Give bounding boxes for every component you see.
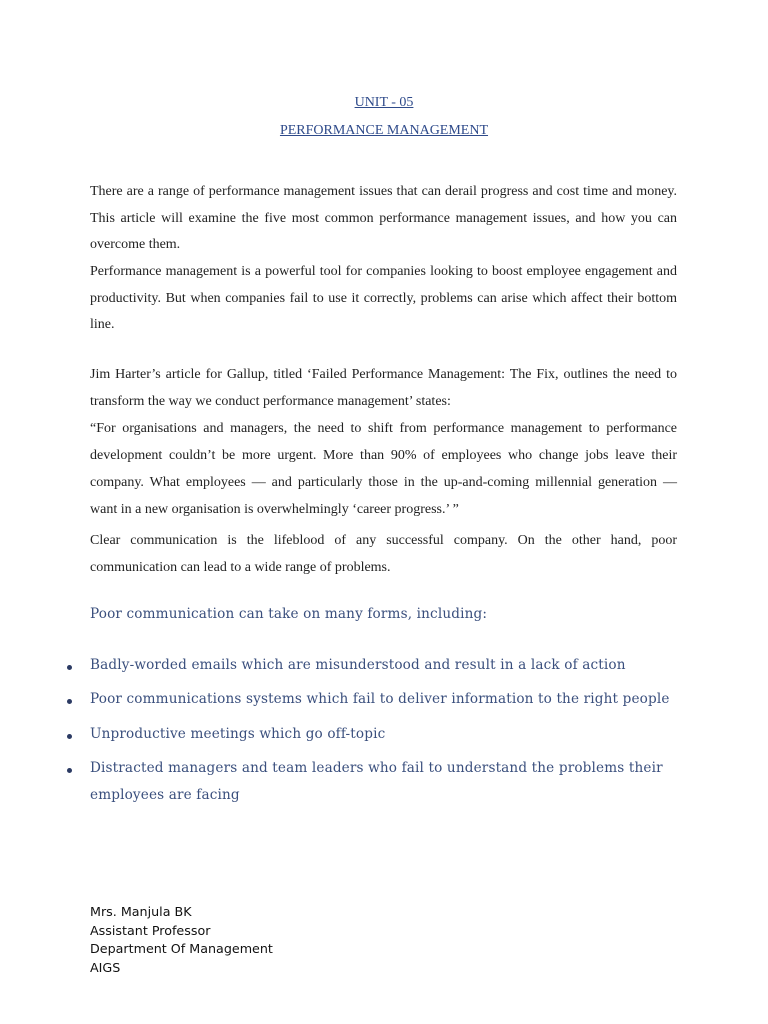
bullet-icon xyxy=(67,699,72,704)
list-item xyxy=(0,725,768,755)
paragraph-tool: Performance management is a powerful tool for companies looking to boost employee engagement and productivity. But when companies fail to use it correctly, problems can arise which affect their bottom line. xyxy=(90,264,677,333)
author-role: Assistant Professor xyxy=(90,922,211,938)
unit-heading: UNIT - 05 xyxy=(354,95,414,110)
author-institution: AIGS xyxy=(90,960,121,976)
list-item-text: Badly-worded emails which are misunderstood and result in a lack of action xyxy=(90,657,626,673)
list-item-text: Unproductive meetings which go off-topic xyxy=(90,726,386,742)
list-item-text: Poor communications systems which fail to deliver information to the right people xyxy=(90,691,670,707)
paragraph-quote: “For organisations and managers, the need to shift from performance management to performance development couldn’t be more urgent. More than 90% of employees who change jobs leave their company. What employees — and particularly those in the up-and-coming millennial generation — want in a new organisation is overwhelmingly ‘career progress.’ ” xyxy=(90,421,677,517)
paragraph-intro: There are a range of performance management issues that can derail progress and cost time and money. This article will examine the five most common performance management issues, and how you can overcome them. xyxy=(90,184,677,253)
list-item xyxy=(0,690,768,720)
bullet-icon xyxy=(67,768,72,773)
bullet-icon xyxy=(67,734,72,739)
page-title: PERFORMANCE MANAGEMENT xyxy=(279,123,489,138)
paragraph-communication: Clear communication is the lifeblood of any successful company. On the other hand, poor communication can lead to a wide range of problems. xyxy=(90,533,677,575)
list-item-text: Distracted managers and team leaders who fail to understand the problems their employees are facing xyxy=(90,760,663,803)
paragraph-harter: Jim Harter’s article for Gallup, titled ‘Failed Performance Management: The Fix, outlines the need to transform the way we conduct performance management’ states: xyxy=(90,367,677,409)
author-name: Mrs. Manjula BK xyxy=(90,904,192,919)
author-department: Department Of Management xyxy=(90,941,273,957)
list-item xyxy=(0,656,768,686)
bullet-icon xyxy=(67,665,72,670)
list-item xyxy=(0,759,768,819)
list-intro: Poor communication can take on many forms, including: xyxy=(90,606,488,622)
author-signature xyxy=(90,903,273,978)
